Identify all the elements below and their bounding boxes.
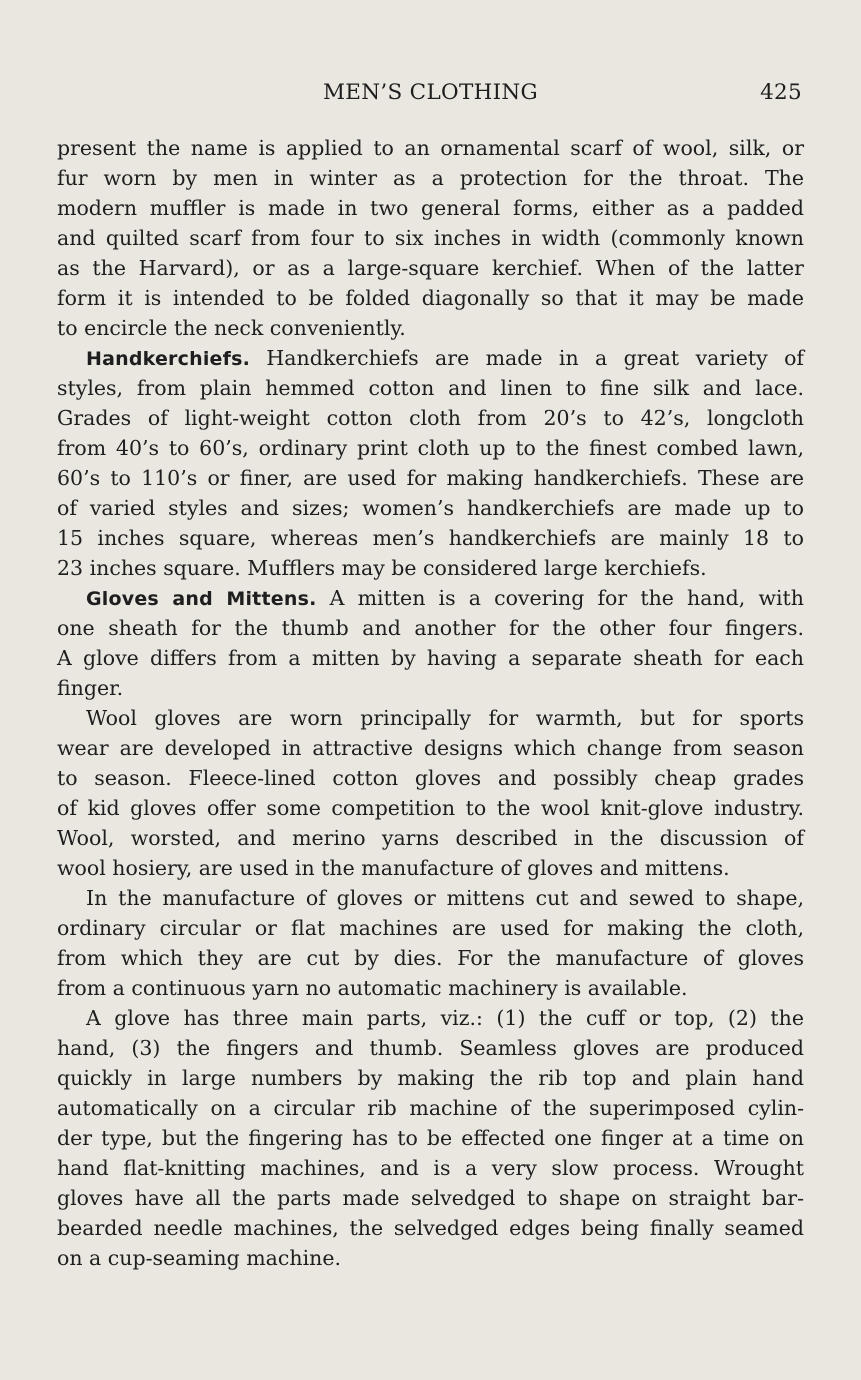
text-line: form it is intended to be folded diagonally so that it may be made bbox=[57, 286, 804, 310]
text-line: quickly in large numbers by making the rib top and plain hand bbox=[57, 1066, 804, 1090]
text-line: styles, from plain hemmed cotton and linen to fine silk and lace. bbox=[57, 376, 804, 400]
text-line: A glove differs from a mitten by having a separate sheath for each bbox=[57, 646, 804, 670]
text-line: A glove has three main parts, viz.: (1) the cuff or top, (2) the bbox=[86, 1006, 804, 1030]
paragraph-wool-gloves bbox=[57, 703, 804, 883]
text-line: ordinary circular or flat machines are used for making the cloth, bbox=[57, 916, 804, 940]
running-head bbox=[57, 80, 804, 112]
text-line: gloves have all the parts made selvedged to shape on straight bar- bbox=[57, 1186, 804, 1210]
text-line: and quilted scarf from four to six inches in width (commonly known bbox=[57, 226, 804, 250]
text-line: automatically on a circular rib machine of the superimposed cylin- bbox=[57, 1096, 804, 1120]
body-text bbox=[57, 133, 804, 1273]
text-line: 15 inches square, whereas men’s handkerchiefs are mainly 18 to bbox=[57, 526, 804, 550]
section-heading-handkerchiefs: Handkerchiefs. bbox=[86, 348, 251, 370]
text-line: on a cup-seaming machine. bbox=[57, 1246, 341, 1270]
text-line-continuation: Handkerchiefs are made in a great variety of bbox=[250, 346, 804, 370]
text-line-continuation: A mitten is a covering for the hand, with bbox=[316, 586, 804, 610]
section-heading-gloves-and-mittens: Gloves and Mittens. bbox=[86, 588, 317, 610]
text-line: 60’s to 110’s or finer, are used for making handkerchiefs. These are bbox=[57, 466, 804, 490]
text-line: der type, but the fingering has to be effected one finger at a time on bbox=[57, 1126, 804, 1150]
text-line: Wool gloves are worn principally for warmth, but for sports bbox=[86, 706, 804, 730]
paragraph-muffler bbox=[57, 133, 804, 343]
paragraph-handkerchiefs bbox=[57, 343, 804, 583]
paragraph-gloves-and-mittens bbox=[57, 583, 804, 703]
text-line: 23 inches square. Mufflers may be considered large kerchiefs. bbox=[57, 556, 707, 580]
text-line: Wool, worsted, and merino yarns described in the discussion of bbox=[57, 826, 804, 850]
text-line: from 40’s to 60’s, ordinary print cloth up to the finest combed lawn, bbox=[57, 436, 804, 460]
text-line: wool hosiery, are used in the manufacture of gloves and mittens. bbox=[57, 856, 730, 880]
text-line: hand, (3) the fingers and thumb. Seamless gloves are produced bbox=[57, 1036, 804, 1060]
text-line bbox=[57, 583, 804, 613]
text-line: to encircle the neck conveniently. bbox=[57, 316, 406, 340]
text-line: In the manufacture of gloves or mittens cut and sewed to shape, bbox=[86, 886, 804, 910]
text-line: from a continuous yarn no automatic machinery is available. bbox=[57, 976, 688, 1000]
paragraph-glove-parts bbox=[57, 1003, 804, 1273]
text-line: present the name is applied to an ornamental scarf of wool, silk, or bbox=[57, 136, 804, 160]
text-line: Grades of light-weight cotton cloth from 20’s to 42’s, longcloth bbox=[57, 406, 804, 430]
text-line: finger. bbox=[57, 676, 124, 700]
text-line: of kid gloves offer some competition to the wool knit-glove industry. bbox=[57, 796, 804, 820]
chapter-title: MEN’S CLOTHING bbox=[322, 80, 539, 105]
text-line: one sheath for the thumb and another for the other four fingers. bbox=[57, 616, 804, 640]
text-line: of varied styles and sizes; women’s handkerchiefs are made up to bbox=[57, 496, 804, 520]
text-line: hand flat-knitting machines, and is a very slow process. Wrought bbox=[57, 1156, 804, 1180]
text-line: modern muffler is made in two general forms, either as a padded bbox=[57, 196, 804, 220]
paragraph-manufacture bbox=[57, 883, 804, 1003]
text-line: wear are developed in attractive designs which change from season bbox=[57, 736, 804, 760]
text-line bbox=[57, 343, 804, 373]
page-number: 425 bbox=[760, 80, 802, 105]
text-line: to season. Fleece-lined cotton gloves and possibly cheap grades bbox=[57, 766, 804, 790]
text-line: bearded needle machines, the selvedged edges being finally seamed bbox=[57, 1216, 804, 1240]
text-line: fur worn by men in winter as a protection for the throat. The bbox=[57, 166, 804, 190]
text-line: from which they are cut by dies. For the manufacture of gloves bbox=[57, 946, 804, 970]
text-line: as the Harvard), or as a large-square kerchief. When of the latter bbox=[57, 256, 804, 280]
